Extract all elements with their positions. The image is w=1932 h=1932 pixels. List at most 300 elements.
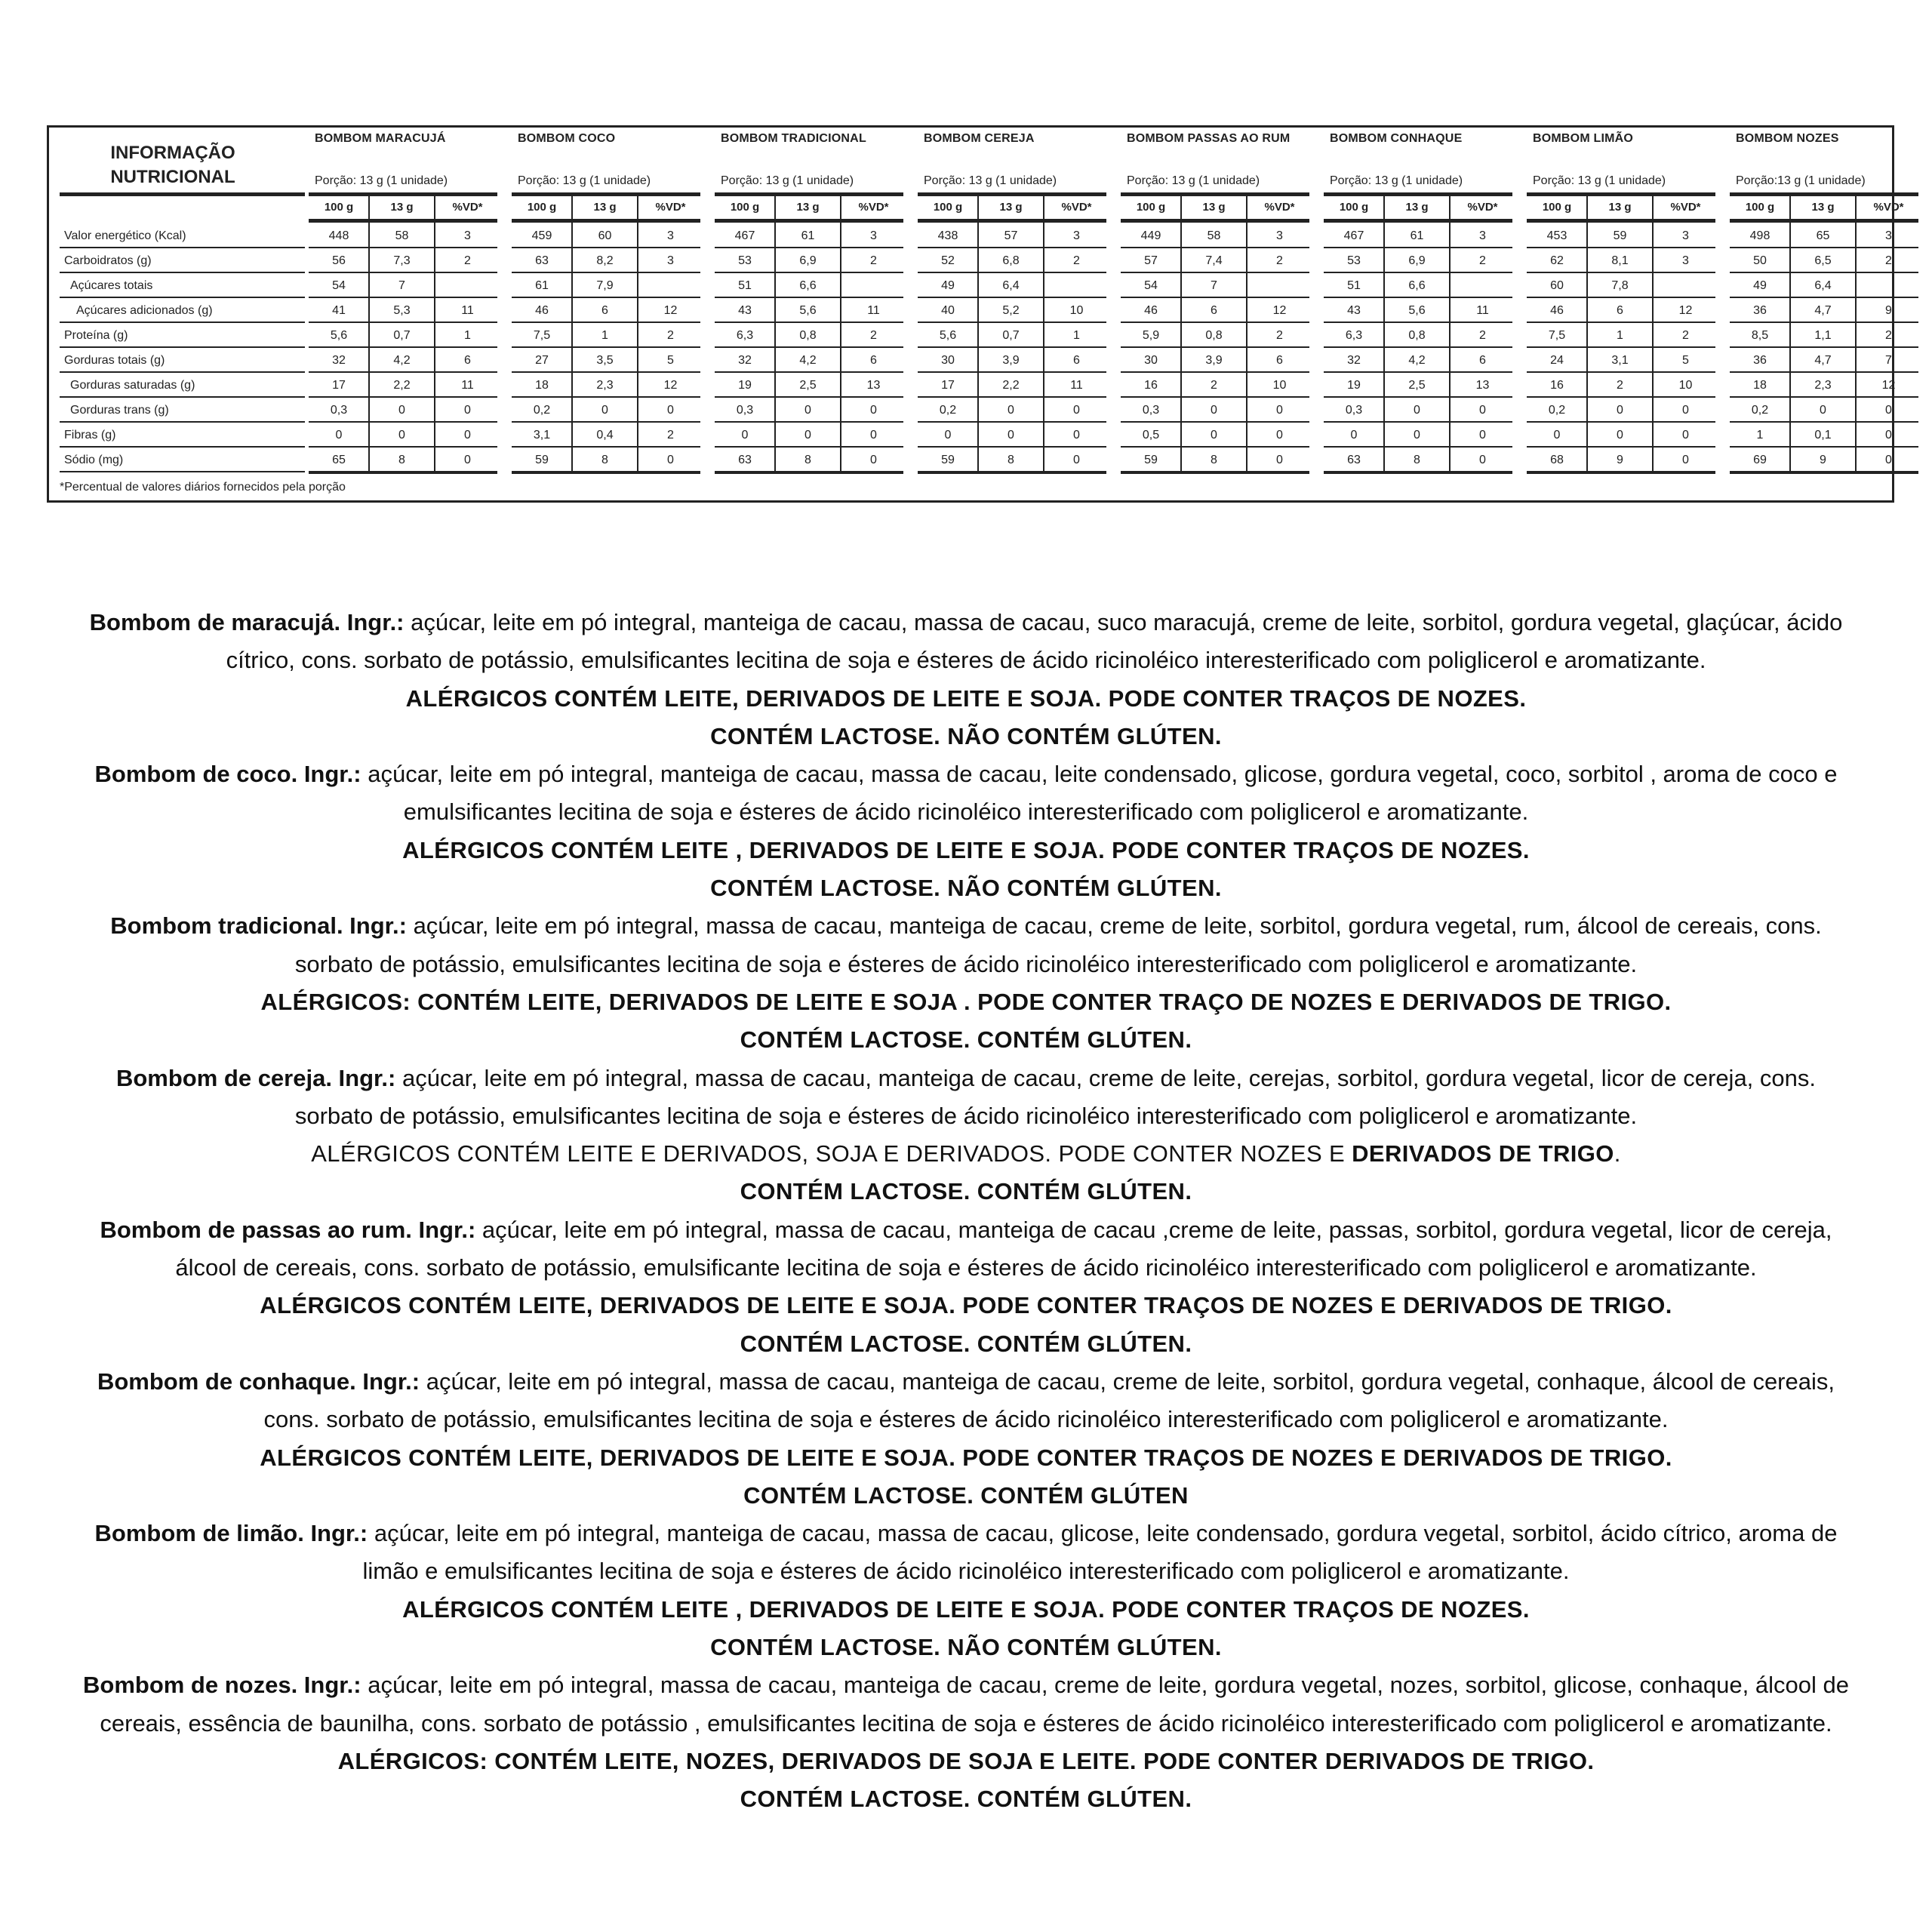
- table-cell: 51: [1347, 279, 1361, 292]
- table-cell: 18: [535, 379, 549, 392]
- table-cell: 52: [941, 254, 955, 267]
- row-label: Açúcares adicionados (g): [60, 298, 305, 323]
- row-divider: [1730, 471, 1918, 474]
- table-cell: 3: [1479, 229, 1486, 242]
- table-title: [60, 141, 286, 189]
- row-divider: [512, 471, 700, 474]
- table-cell: 3,9: [1205, 354, 1223, 367]
- table-cell: 7: [1885, 354, 1892, 367]
- table-cell: 54: [1144, 279, 1158, 292]
- table-cell: 449: [1140, 229, 1161, 242]
- table-cell: 0: [1008, 429, 1014, 441]
- table-cell: 0: [1885, 454, 1892, 466]
- table-cell: 6: [601, 304, 608, 317]
- table-cell: 0,8: [1408, 329, 1426, 342]
- table-cell: 2: [1479, 329, 1486, 342]
- ingredients-title: Bombom tradicional. Ingr.:: [110, 912, 407, 940]
- table-cell: 2: [1617, 379, 1623, 392]
- table-cell: 8: [1211, 454, 1217, 466]
- table-cell: 19: [738, 379, 752, 392]
- table-cell: 0: [335, 429, 343, 441]
- table-cell: 1: [1756, 429, 1764, 441]
- table-cell: 2,3: [1814, 379, 1832, 392]
- header-rule: [1121, 219, 1309, 223]
- table-cell: 6,8: [1002, 254, 1020, 267]
- table-cell: 0: [804, 429, 811, 441]
- table-cell: 0: [944, 429, 952, 441]
- table-cell: 2: [1885, 254, 1892, 267]
- row-divider: [715, 471, 903, 474]
- table-cell: 0,3: [1142, 404, 1160, 417]
- table-cell: 0: [1617, 429, 1623, 441]
- table-cell: 60: [598, 229, 612, 242]
- product-column: [915, 128, 1108, 505]
- table-cell: 4,2: [1408, 354, 1426, 367]
- table-cell: 2: [1885, 329, 1892, 342]
- table-cell: 5,9: [1142, 329, 1160, 342]
- table-cell: 17: [332, 379, 346, 392]
- table-cell: 5,6: [939, 329, 957, 342]
- table-cell: 54: [332, 279, 346, 292]
- ingredients-title: Bombom de conhaque. Ingr.:: [97, 1367, 420, 1395]
- table-cell: 59: [535, 454, 549, 466]
- product-name: BOMBOM NOZES: [1736, 132, 1839, 145]
- table-footnote: *Percentual de valores diários fornecidos pela porção: [60, 481, 346, 494]
- table-cell: [435, 273, 500, 298]
- header-rule: [715, 219, 903, 223]
- table-cell: 2: [464, 254, 471, 267]
- lactose-gluten-notice: CONTÉM LACTOSE. NÃO CONTÉM GLÚTEN.: [710, 722, 1222, 749]
- lactose-gluten-notice: CONTÉM LACTOSE. NÃO CONTÉM GLÚTEN.: [710, 1634, 1222, 1661]
- column-header: 100 g: [730, 201, 760, 214]
- table-cell: 59: [941, 454, 955, 466]
- table-cell: 0: [464, 404, 471, 417]
- column-header: %VD*: [1670, 201, 1701, 214]
- ingredients-cereja: [75, 1060, 1857, 1136]
- table-cell: 56: [332, 254, 346, 267]
- column-header: 100 g: [527, 201, 557, 214]
- table-cell: 8: [601, 454, 608, 466]
- table-cell: 7,4: [1205, 254, 1223, 267]
- table-cell: 0: [667, 454, 674, 466]
- table-cell: 62: [1550, 254, 1564, 267]
- table-cell: 63: [535, 254, 549, 267]
- table-cell: 69: [1753, 454, 1767, 466]
- column-header: 13 g: [999, 201, 1023, 214]
- table-cell: 0: [1885, 429, 1892, 441]
- column-header: 13 g: [1811, 201, 1835, 214]
- table-cell: 0,1: [1814, 429, 1832, 441]
- table-cell: 6,3: [736, 329, 754, 342]
- column-header: 13 g: [1405, 201, 1429, 214]
- allergen-warning-end: .: [1614, 1140, 1621, 1168]
- product-portion: Porção:13 g (1 unidade): [1736, 174, 1866, 187]
- ingredients-title: Bombom de nozes. Ingr.:: [83, 1672, 361, 1699]
- allergen-warning-plain: ALÉRGICOS CONTÉM LEITE E DERIVADOS, SOJA E DERIVADOS. PODE CONTER NOZES E: [311, 1140, 1352, 1168]
- table-cell: 2: [1276, 329, 1283, 342]
- table-cell: 16: [1144, 379, 1158, 392]
- ingredients-title: Bombom de passas ao rum. Ingr.:: [100, 1216, 476, 1243]
- table-cell: 1: [464, 329, 471, 342]
- table-title-line1: INFORMAÇÃO: [110, 143, 235, 163]
- row-divider: [1121, 471, 1309, 474]
- table-cell: 6: [1479, 354, 1486, 367]
- table-cell: 2: [1276, 254, 1283, 267]
- ingredients-text: açúcar, leite em pó integral, massa de cacau, manteiga de cacau, creme de leite, gordura vegetal, nozes, sorbitol, glicose, conhaque, álcool de cereais, essência de baunilha, cons. sorbato de potássio , emulsificantes lecitina de soja e ésteres de ácido ricinoléico interesterificado com poliglicerol e aromatizante.: [100, 1672, 1849, 1737]
- ingredients-section: [75, 604, 1857, 1819]
- column-header: %VD*: [655, 201, 686, 214]
- table-cell: 0: [1008, 404, 1014, 417]
- allergen-warning: ALÉRGICOS CONTÉM LEITE, DERIVADOS DE LEITE E SOJA. PODE CONTER TRAÇOS DE NOZES E DERIVADOS DE TRIGO.: [260, 1444, 1672, 1471]
- table-cell: 58: [395, 229, 409, 242]
- table-cell: 43: [738, 304, 752, 317]
- column-header: 100 g: [933, 201, 963, 214]
- ingredients-text: açúcar, leite em pó integral, manteiga de cacau, massa de cacau, suco maracujá, creme de leite, sorbitol, gordura vegetal, glaçúcar, ácido cítrico, cons. sorbato de potássio, emulsificantes lecitina de soja e ésteres de ácido ricinoléico interesterificado com poliglicerol e aromatizante.: [226, 609, 1843, 674]
- table-cell: 0: [1414, 429, 1420, 441]
- table-cell: 6,6: [799, 279, 817, 292]
- table-cell: 2,2: [1002, 379, 1020, 392]
- product-portion: Porção: 13 g (1 unidade): [1330, 174, 1463, 187]
- table-cell: 0: [870, 454, 877, 466]
- table-cell: 30: [941, 354, 955, 367]
- table-cell: 6,3: [1345, 329, 1363, 342]
- column-header: %VD*: [452, 201, 483, 214]
- table-cell: 9: [1820, 454, 1826, 466]
- table-cell: 5: [667, 354, 674, 367]
- table-cell: 2: [667, 429, 674, 441]
- table-cell: 59: [1144, 454, 1158, 466]
- table-cell: 12: [1272, 304, 1287, 317]
- table-cell: 2: [1479, 254, 1486, 267]
- table-cell: 453: [1546, 229, 1567, 242]
- table-cell: 0: [398, 404, 405, 417]
- ingredients-passas: [75, 1211, 1857, 1287]
- allergen-warning: ALÉRGICOS CONTÉM LEITE, DERIVADOS DE LEITE E SOJA. PODE CONTER TRAÇOS DE NOZES.: [405, 685, 1527, 712]
- table-cell: 6,5: [1814, 254, 1832, 267]
- product-portion: Porção: 13 g (1 unidade): [1533, 174, 1666, 187]
- table-cell: 3: [667, 254, 674, 267]
- table-cell: 0: [667, 404, 674, 417]
- table-cell: 10: [1069, 304, 1084, 317]
- table-cell: 0,7: [393, 329, 411, 342]
- column-header: 13 g: [593, 201, 617, 214]
- product-column: [306, 128, 499, 505]
- table-cell: 58: [1207, 229, 1221, 242]
- table-cell: 12: [1881, 379, 1896, 392]
- table-cell: 438: [937, 229, 958, 242]
- nutrition-table: [47, 125, 1904, 503]
- table-cell: 3: [1073, 229, 1080, 242]
- product-portion: Porção: 13 g (1 unidade): [315, 174, 448, 187]
- ingredients-title: Bombom de limão. Ingr.:: [94, 1520, 368, 1547]
- table-cell: 19: [1347, 379, 1361, 392]
- column-header: %VD*: [858, 201, 889, 214]
- table-cell: 3,9: [1002, 354, 1020, 367]
- product-column: [1524, 128, 1717, 505]
- table-cell: 2: [667, 329, 674, 342]
- ingredients-title: Bombom de coco. Ingr.:: [94, 761, 361, 788]
- allergen-warning: ALÉRGICOS CONTÉM LEITE , DERIVADOS DE LEITE E SOJA. PODE CONTER TRAÇOS DE NOZES.: [402, 1595, 1530, 1623]
- table-cell: 12: [663, 379, 678, 392]
- table-cell: 0: [1553, 429, 1561, 441]
- column-header: 100 g: [1542, 201, 1572, 214]
- table-cell: 2: [1211, 379, 1217, 392]
- row-divider: [309, 471, 497, 474]
- table-cell: 0: [1211, 404, 1217, 417]
- table-cell: 8: [398, 454, 405, 466]
- column-header: 13 g: [1202, 201, 1226, 214]
- ingredients-text: açúcar, leite em pó integral, manteiga de cacau, massa de cacau, leite condensado, glicose, gordura vegetal, coco, sorbitol , aroma de coco e emulsificantes lecitina de soja e ésteres de ácido ricinoléico interesterificado com poliglicerol e aromatizante.: [361, 761, 1838, 826]
- table-cell: 2,2: [393, 379, 411, 392]
- table-cell: 63: [1347, 454, 1361, 466]
- product-portion: Porção: 13 g (1 unidade): [518, 174, 651, 187]
- table-cell: 0: [741, 429, 749, 441]
- table-cell: 0: [1479, 404, 1486, 417]
- product-name: BOMBOM TRADICIONAL: [721, 132, 866, 145]
- allergen-warning: [75, 1135, 1857, 1173]
- table-cell: [1044, 273, 1109, 298]
- table-cell: 6: [464, 354, 471, 367]
- table-cell: 17: [941, 379, 955, 392]
- table-cell: 0: [1820, 404, 1826, 417]
- table-cell: [1653, 273, 1718, 298]
- product-portion: Porção: 13 g (1 unidade): [1127, 174, 1260, 187]
- ingredients-coco: [75, 755, 1857, 832]
- table-cell: 0,2: [1751, 404, 1769, 417]
- ingredients-text: açúcar, leite em pó integral, massa de cacau, manteiga de cacau, creme de leite, cerejas, sorbitol, gordura vegetal, licor de cereja, cons. sorbato de potássio, emulsificantes lecitina de soja e ésteres de ácido ricinoléico interesterificado com poliglicerol e aromatizante.: [294, 1064, 1817, 1129]
- table-cell: 0: [1682, 454, 1689, 466]
- row-divider: [1324, 471, 1512, 474]
- table-cell: 0: [464, 454, 471, 466]
- table-cell: 8,5: [1751, 329, 1769, 342]
- table-cell: 0: [1350, 429, 1358, 441]
- ingredients-text: açúcar, leite em pó integral, massa de cacau, manteiga de cacau, creme de leite, sorbitol, gordura vegetal, rum, álcool de cereais, cons. sorbato de potássio, emulsificantes lecitina de soja e ésteres de ácido ricinoléico interesterificado com poliglicerol e aromatizante.: [294, 912, 1822, 977]
- table-cell: 53: [1347, 254, 1361, 267]
- row-label: Carboidratos (g): [60, 248, 305, 273]
- table-cell: 49: [1753, 279, 1767, 292]
- header-rule: [1730, 219, 1918, 223]
- product-name: BOMBOM LIMÃO: [1533, 132, 1634, 145]
- table-cell: 3,1: [533, 429, 551, 441]
- product-name: BOMBOM MARACUJÁ: [315, 132, 446, 145]
- table-cell: 11: [461, 304, 474, 317]
- table-cell: 0: [804, 404, 811, 417]
- table-cell: 0: [870, 404, 877, 417]
- table-cell: 3: [1885, 229, 1892, 242]
- table-cell: 36: [1753, 354, 1767, 367]
- table-cell: 7: [1211, 279, 1217, 292]
- table-cell: 0: [1276, 454, 1283, 466]
- table-cell: 2,5: [1408, 379, 1426, 392]
- table-cell: 13: [1475, 379, 1490, 392]
- row-divider: [918, 471, 1106, 474]
- table-cell: 3,1: [1611, 354, 1629, 367]
- table-cell: 9: [1885, 304, 1892, 317]
- ingredients-limao: [75, 1515, 1857, 1591]
- table-cell: 6: [1073, 354, 1080, 367]
- product-column: [1118, 128, 1311, 505]
- column-header: 13 g: [1608, 201, 1632, 214]
- table-cell: 459: [531, 229, 552, 242]
- table-cell: 0,5: [1142, 429, 1160, 441]
- table-cell: 0,8: [1205, 329, 1223, 342]
- table-cell: 1: [601, 329, 608, 342]
- table-cell: 18: [1753, 379, 1767, 392]
- table-cell: 1: [1617, 329, 1623, 342]
- table-cell: 60: [1550, 279, 1564, 292]
- table-cell: 0,2: [939, 404, 957, 417]
- product-name: BOMBOM CONHAQUE: [1330, 132, 1463, 145]
- table-cell: 0,2: [1548, 404, 1566, 417]
- table-cell: 36: [1753, 304, 1767, 317]
- table-cell: 2: [870, 254, 877, 267]
- table-cell: [1450, 273, 1515, 298]
- table-cell: 5,6: [1408, 304, 1426, 317]
- table-cell: 1: [1073, 329, 1080, 342]
- ingredients-title: Bombom de maracujá. Ingr.:: [89, 609, 405, 635]
- product-column: [1321, 128, 1514, 505]
- table-cell: 0: [1073, 429, 1080, 441]
- product-column: [509, 128, 702, 505]
- table-cell: [841, 273, 906, 298]
- table-cell: 3: [667, 229, 674, 242]
- table-cell: 1,1: [1814, 329, 1832, 342]
- table-cell: 46: [1144, 304, 1158, 317]
- table-cell: 10: [1272, 379, 1287, 392]
- table-cell: 2,5: [799, 379, 817, 392]
- column-header: %VD*: [1264, 201, 1295, 214]
- table-cell: 24: [1550, 354, 1564, 367]
- column-header: 13 g: [390, 201, 414, 214]
- table-cell: 32: [738, 354, 752, 367]
- table-cell: 6,6: [1408, 279, 1426, 292]
- table-cell: 3: [1276, 229, 1283, 242]
- lactose-gluten-notice: CONTÉM LACTOSE. CONTÉM GLÚTEN.: [740, 1026, 1192, 1054]
- table-cell: 13: [866, 379, 881, 392]
- header-rule: [309, 219, 497, 223]
- table-cell: 6,4: [1002, 279, 1020, 292]
- table-cell: 448: [328, 229, 349, 242]
- table-cell: [638, 273, 703, 298]
- table-cell: 57: [1144, 254, 1158, 267]
- table-cell: 8: [804, 454, 811, 466]
- ingredients-text: açúcar, leite em pó integral, massa de cacau, manteiga de cacau, creme de leite, sorbitol, gordura vegetal, conhaque, álcool de cereais, cons. sorbato de potássio, emulsificantes lecitina de soja e ésteres de ácido ricinoléico interesterificado com poliglicerol e aromatizante.: [263, 1367, 1835, 1433]
- table-cell: 3: [464, 229, 471, 242]
- table-cell: 5,3: [393, 304, 411, 317]
- table-cell: 3: [870, 229, 877, 242]
- table-cell: 0: [1276, 429, 1283, 441]
- table-cell: 2,3: [596, 379, 614, 392]
- table-cell: 0,7: [1002, 329, 1020, 342]
- allergen-warning: ALÉRGICOS: CONTÉM LEITE, DERIVADOS DE LEITE E SOJA . PODE CONTER TRAÇO DE NOZES E DERIVADOS DE TRIGO.: [260, 988, 1672, 1015]
- table-cell: 4,2: [799, 354, 817, 367]
- table-cell: 7,8: [1611, 279, 1629, 292]
- table-cell: 6,4: [1814, 279, 1832, 292]
- table-cell: 0: [1276, 404, 1283, 417]
- table-cell: 8,2: [596, 254, 614, 267]
- table-cell: 46: [535, 304, 549, 317]
- ingredients-nozes: [75, 1666, 1857, 1743]
- table-cell: 11: [1070, 379, 1083, 392]
- product-column: [1727, 128, 1920, 505]
- table-cell: 46: [1550, 304, 1564, 317]
- table-cell: 32: [332, 354, 346, 367]
- table-cell: 40: [941, 304, 955, 317]
- table-cell: 11: [461, 379, 474, 392]
- table-cell: 0,4: [596, 429, 614, 441]
- table-cell: 6: [1617, 304, 1623, 317]
- table-cell: 467: [1343, 229, 1364, 242]
- table-cell: 9: [1617, 454, 1623, 466]
- table-cell: 8,1: [1611, 254, 1629, 267]
- ingredients-text: açúcar, leite em pó integral, massa de cacau, manteiga de cacau ,creme de leite, passas, sorbitol, gordura vegetal, licor de cereja, álcool de cereais, cons. sorbato de potássio, emulsificante lecitina de soja e ésteres de ácido ricinoléico interesterificado com poliglicerol e aromatizante.: [175, 1216, 1832, 1281]
- column-header: 100 g: [1339, 201, 1369, 214]
- allergen-warning: ALÉRGICOS CONTÉM LEITE , DERIVADOS DE LEITE E SOJA. PODE CONTER TRAÇOS DE NOZES.: [402, 836, 1530, 863]
- ingredients-tradicional: [75, 907, 1857, 983]
- table-cell: 7,9: [596, 279, 614, 292]
- table-cell: 53: [738, 254, 752, 267]
- table-cell: 467: [734, 229, 755, 242]
- table-cell: 0: [1617, 404, 1623, 417]
- table-cell: 0: [1479, 429, 1486, 441]
- product-name: BOMBOM CEREJA: [924, 132, 1035, 145]
- row-label: Açúcares totais: [60, 273, 305, 298]
- ingredients-conhaque: [75, 1363, 1857, 1439]
- table-cell: 7,5: [533, 329, 551, 342]
- column-header: 13 g: [796, 201, 820, 214]
- lactose-gluten-notice: CONTÉM LACTOSE. CONTÉM GLÚTEN.: [740, 1786, 1192, 1813]
- table-cell: 57: [1004, 229, 1018, 242]
- row-label: Sódio (mg): [60, 448, 305, 472]
- table-cell: 0: [1885, 404, 1892, 417]
- table-cell: 0: [601, 404, 608, 417]
- table-cell: 43: [1347, 304, 1361, 317]
- table-cell: 0: [1073, 404, 1080, 417]
- header-rule: [1324, 219, 1512, 223]
- table-cell: 51: [738, 279, 752, 292]
- table-cell: 0,8: [799, 329, 817, 342]
- header-rule: [512, 219, 700, 223]
- product-portion: Porção: 13 g (1 unidade): [924, 174, 1057, 187]
- table-cell: 32: [1347, 354, 1361, 367]
- row-label: Proteína (g): [60, 323, 305, 348]
- lactose-gluten-notice: CONTÉM LACTOSE. CONTÉM GLÚTEN.: [740, 1330, 1192, 1357]
- table-cell: 8: [1008, 454, 1014, 466]
- table-cell: 16: [1550, 379, 1564, 392]
- column-header: %VD*: [1467, 201, 1498, 214]
- row-label: Gorduras totais (g): [60, 348, 305, 373]
- product-name: BOMBOM PASSAS AO RUM: [1127, 132, 1291, 145]
- table-cell: 11: [1476, 304, 1489, 317]
- table-cell: 65: [332, 454, 346, 466]
- lactose-gluten-notice: CONTÉM LACTOSE. CONTÉM GLÚTEN.: [740, 1178, 1192, 1205]
- table-cell: 61: [535, 279, 549, 292]
- table-cell: 7,3: [393, 254, 411, 267]
- table-cell: 6: [1276, 354, 1283, 367]
- table-cell: 49: [941, 279, 955, 292]
- table-cell: 5: [1682, 354, 1689, 367]
- table-cell: 63: [738, 454, 752, 466]
- table-cell: 8: [1414, 454, 1420, 466]
- column-header: %VD*: [1873, 201, 1904, 214]
- table-cell: 0,3: [736, 404, 754, 417]
- table-cell: 7,5: [1548, 329, 1566, 342]
- table-cell: 498: [1749, 229, 1770, 242]
- table-cell: 61: [801, 229, 815, 242]
- table-cell: 3: [1682, 254, 1689, 267]
- table-cell: 30: [1144, 354, 1158, 367]
- table-cell: 6: [870, 354, 877, 367]
